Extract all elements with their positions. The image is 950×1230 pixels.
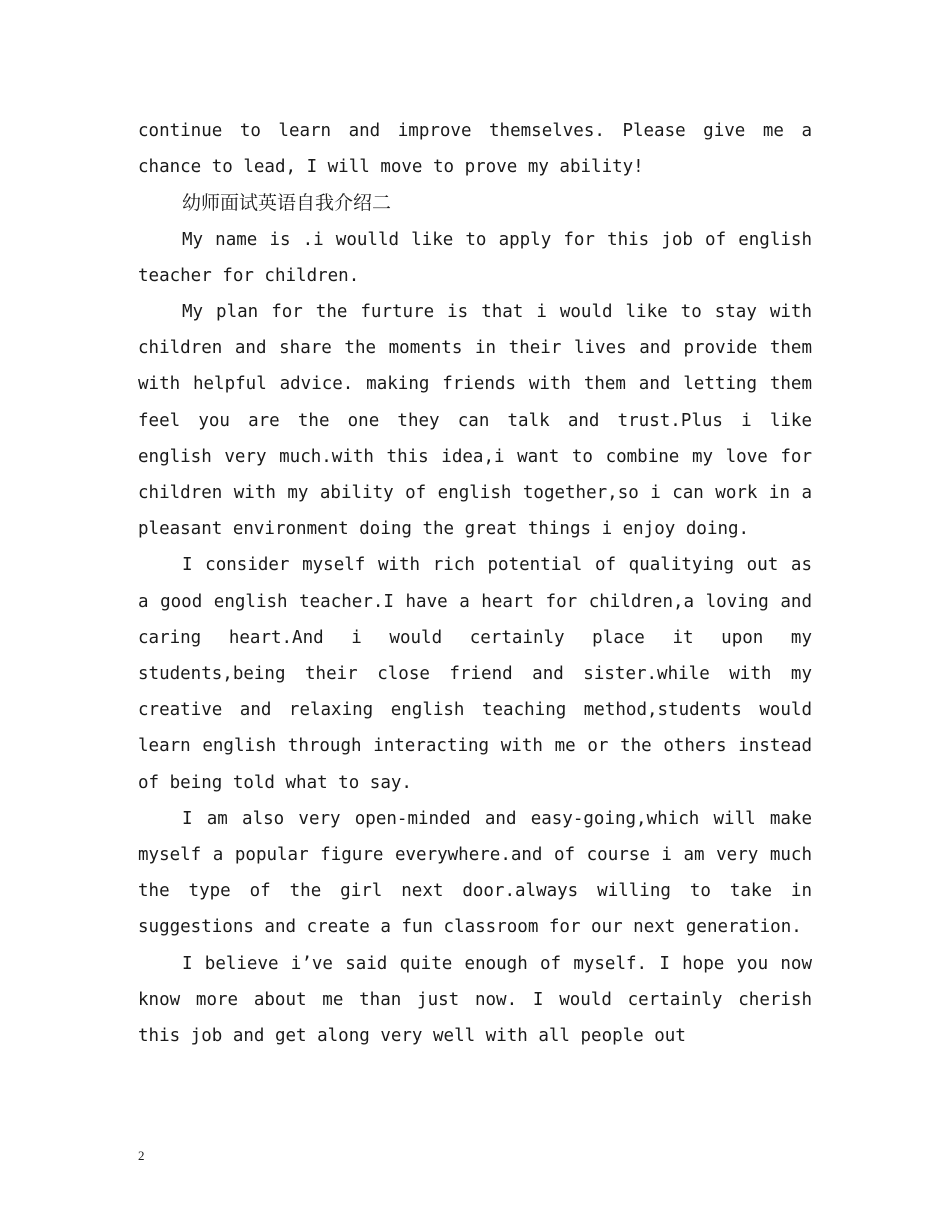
page-number: 2 <box>138 1148 145 1163</box>
paragraph-future-plan: My plan for the furture is that i would like to stay with children and share the moments in their lives and provide them with helpful advice. making friends with them and letting them feel you are the one they can talk and trust.Plus i like english very much.with this idea,i want to combine my love for children with my ability of english together,so i can work in a pleasant environment doing the great things i enjoy doing. <box>138 302 812 540</box>
paragraph-personality: I am also very open-minded and easy-going,which will make myself a popular figure everywhere.and of course i am very much the type of the girl next door.always willing to take in suggestions and create a fun classroom for our next generation. <box>138 808 812 938</box>
section-heading: 幼师面试英语自我介绍二 <box>182 192 392 215</box>
paragraph-introduction: My name is .i woulld like to apply for this job of english teacher for children. <box>138 229 812 286</box>
paragraph-continuation: continue to learn and improve themselves. Please give me a chance to lead, I will move to prove my ability! <box>138 121 812 178</box>
document-body <box>138 113 812 1054</box>
paragraph-potential: I consider myself with rich potential of qualitying out as a good english teacher.I have a heart for children,a loving and caring heart.And i would certainly place it upon my students,being their close friend and sister.while with my creative and relaxing english teaching method,students would learn english through interacting with me or the others instead of being told what to say. <box>138 555 812 793</box>
paragraph-closing: I believe i’ve said quite enough of myself. I hope you now know more about me than just now. I would certainly cherish this job and get along very well with all people out <box>138 953 812 1047</box>
